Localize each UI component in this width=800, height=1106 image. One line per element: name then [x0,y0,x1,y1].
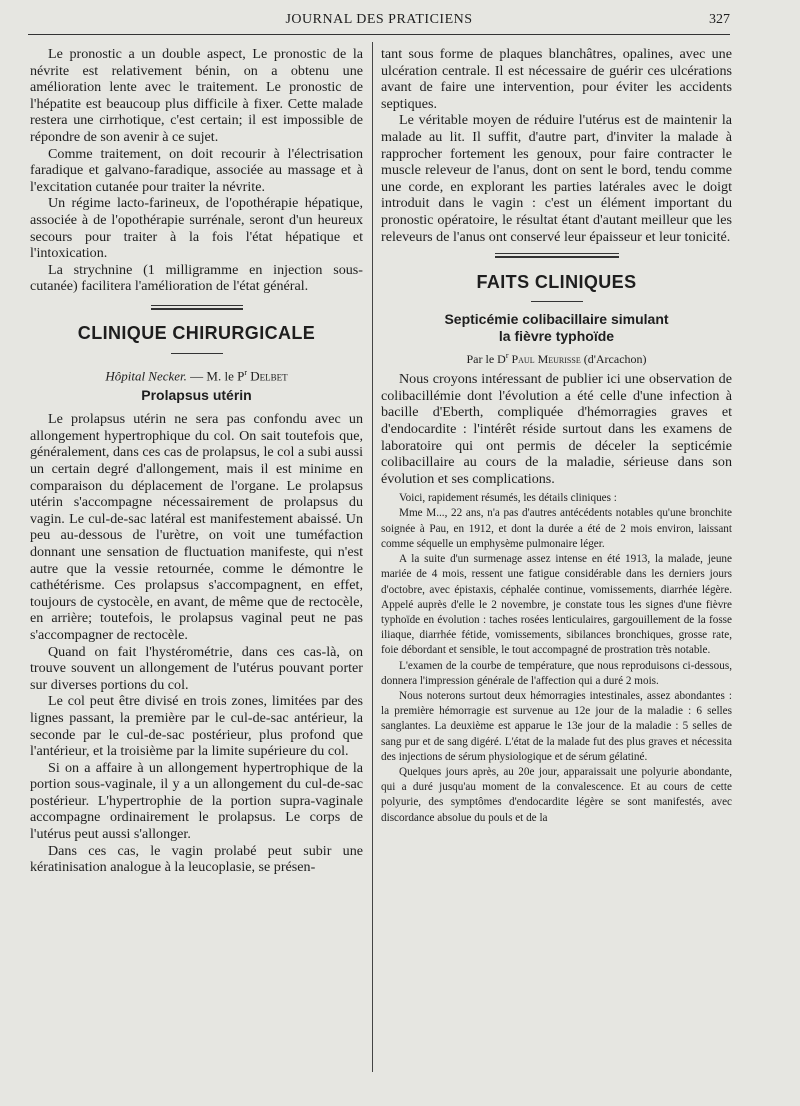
article-title [381,311,732,345]
page-number: 327 [709,12,730,27]
title-underline [171,353,223,354]
column-divider [372,42,373,1072]
paragraph: Dans ces cas, le vagin prolabé peut subir une kératinisation analogue à la leucoplasie, se présen- [30,842,363,876]
article-title-line: Septicémie colibacillaire simulant [444,311,669,328]
paragraph: Le véritable moyen de réduire l'utérus est de maintenir la malade au lit. Il suffit, d'autre part, d'inviter la malade à rapprocher fortement les genoux, pour faire contracter le muscle releveur de l'anus, dont on sent le bord, tendu comme une corde, en explorant les parties latérales avec le doigt introduit dans le vagin : c'est un élément important du pronostic opératoire, le résultat étant d'autant meilleur que les releveurs de l'anus ont conservé leur épaisseur et leur tonicité. [381,112,732,245]
paragraph: L'examen de la courbe de température, que nous reproduisons ci-dessous, donnera l'impression générale de l'affection qui a duré 2 mois. [381,659,732,687]
paragraph: Le prolapsus utérin ne sera pas confondu avec un allongement hypertrophique du col. On sait toutefois que, généralement, dans ces cas de prolapsus, le col a subi aussi un certain degré d'allongement, mais il est minime en comparaison du déplacement de l'organe. Le prolapsus utérin s'accompagne nécessairement de prolapsus du vagin. Le cul-de-sac latéral est manifestement abaissé. Un peu au-dessous de l'urètre, on voit une tuméfaction donnant une sensation de fluctuation manifeste, qui n'est autre que la vessie retournée, comme le démontre le cathétérisme. Ces prolapsus s'accompagnent, en effet, toujours de cystocèle, en avant, de même que de rectocèle, en arrière; toutefois, le prolapsus vaginal peut ne pas s'accompagner de rectocèle. [30,411,363,643]
paragraph: Comme traitement, on doit recourir à l'électrisation faradique et galvano-faradique, associée au massage et à l'excitation cutanée pour traiter la névrite. [30,145,363,195]
left-column [30,46,363,876]
paragraph: tant sous forme de plaques blanchâtres, opalines, avec une ulcération centrale. Il est nécessaire de guérir ces ulcérations avant de faire une intervention, pour éviter les accidents septiques. [381,46,732,112]
paragraph: Voici, rapidement résumés, les détails cliniques : [399,492,617,505]
paragraph: Quelques jours après, au 20e jour, apparaissait une polyurie abondante, qui a duré jusqu'au moment de la convalescence. Et au cours de cette polyurie, des symptômes d'endocardite légère se sont manifestés, avec discordance absolue du pouls et de la [381,765,732,824]
right-column [381,46,732,826]
paragraph: Le pronostic a un double aspect, Le pronostic de la névrite est relativement bénin, on a obtenu une amélioration lente avec le traitement. Le pronostic de l'hépatite est beaucoup plus difficile à fixer. Cette malade restera une cirrhotique, c'est certain; il est impossible de répondre de son avenir à ce sujet. [30,46,363,145]
running-header [28,10,730,35]
article-title: Prolapsus utérin [141,387,252,404]
author-location: (d'Arcachon) [580,352,647,367]
author-byline [381,348,732,367]
paragraph: A la suite d'un surmenage assez intense en été 1913, la malade, jeune mariée de 4 mois, ressent une fatigue considérable dans les derniers jours d'octobre, avec épistaxis, céphalée continue, vomissements, diarrhée légère. Appelé auprès d'elle le 2 novembre, je constate tous les signes d'une fièvre typhoïde en évolution : taches rosées lenticulaires, gargouillement de la fosse iliaque, diarrhée fétide, vomissements, sibilances bronchiques, grosse rate, foie débordant et sensible, le tout accompagné de prostration très notable. [381,553,732,657]
paragraph: Quand on fait l'hystérométrie, dans ces cas-là, on trouve souvent un allongement de l'utérus pouvant porter sur diverses portions du col. [30,643,363,693]
paragraph: Si on a affaire à un allongement hypertrophique de la portion sous-vaginale, il y a un allongement du cul-de-sac postérieur. L'hypertrophie de la portion supra-vaginale accompagne ordinairement le prolapsus. Le corps de l'utérus peut aussi s'allonger. [30,759,363,843]
article-title-line: la fièvre typhoïde [498,328,615,345]
title-underline [531,301,583,302]
author-name: Paul Meurisse [508,352,581,367]
section-title: CLINIQUE CHIRURGICALE [77,322,316,343]
hospital-name: Hôpital Necker. [105,368,187,384]
lead-paragraph: Nous croyons intéressant de publier ici une observation de colibacillémie dont l'évolution a été celle d'une infection à bacille d'Eberth, compliquée d'hémorragies graves et d'endocardite : l'intérêt réside surtout dans les examens de laboratoire qui ont permis de déceler la septicémie colibacillaire au cours de la maladie, sérieuse dans son évolution et ses complications. [381,371,732,487]
professor-prefix: — M. le P [186,368,245,384]
section-rule [495,253,619,258]
section-rule [151,305,243,310]
section-title: FAITS CLINIQUES [476,272,637,293]
byline-prefix: Par le D [466,352,506,367]
professor-name: Delbet [247,368,288,384]
journal-title: JOURNAL DES PRATICIENS [285,12,473,27]
paragraph: Nous noterons surtout deux hémorragies intestinales, assez abondantes : la première hémorragie est survenue au 12e jour de la maladie : 6 selles sanglantes. La deuxième est apparue le 13e jour de la maladie : 5 selles de sang pur et de sang digéré. L'état de la malade fut des plus graves et nécessita des injections de sérum physiologique et de sérum gélatiné. [381,689,732,763]
paragraph: La strychnine (1 milligramme en injection sous-cutanée) facilitera l'amélioration de l'état général. [30,261,363,295]
byline-sup: r [505,351,509,361]
hospital-line [30,365,363,383]
professor-sup: r [244,367,248,377]
paragraph: Mme M..., 22 ans, n'a pas d'autres antécédents notables qu'une bronchite soignée à Pau, en 1912, et dont la durée a été de 2 mois environ, laissant comme séquelle un emphysème pulmonaire léger. [381,507,732,550]
paragraph: Un régime lacto-farineux, de l'opothérapie hépatique, associée à de l'opothérapie surrénale, seront d'un heureux secours pour traiter à la fois l'état hépatique et l'intoxication. [30,195,363,262]
paragraph: Le col peut être divisé en trois zones, limitées par des lignes passant, la première par le cul-de-sac antérieur, la seconde par le cul-de-sac postérieur, plus profond que l'antérieur, et la troisième par la limite supérieure du col. [30,693,363,760]
